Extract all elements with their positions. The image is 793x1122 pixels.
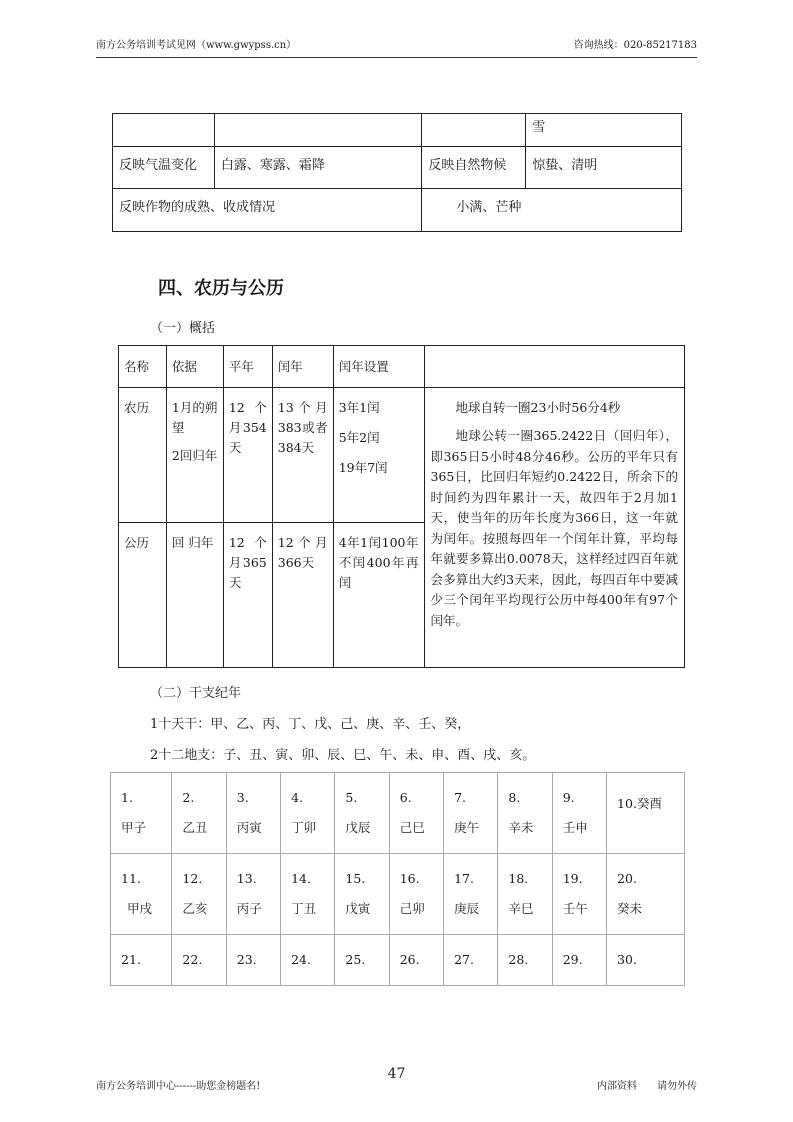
header-site: 南方公务培训考试见网（www.gwypss.cn） bbox=[96, 40, 297, 51]
table-cell: 回 归年 bbox=[166, 523, 223, 668]
table-row bbox=[113, 189, 682, 232]
ganzhi-cell bbox=[281, 773, 335, 854]
cell-value: 庚辰 bbox=[454, 901, 480, 916]
ganzhi-cell bbox=[607, 773, 685, 854]
table-cell bbox=[113, 114, 215, 147]
cell-value: 丁卯 bbox=[291, 820, 317, 835]
ganzhi-cell: 30. bbox=[607, 935, 685, 986]
cell-value: 庚午 bbox=[454, 820, 480, 835]
header-hotline: 咨询热线：020-85217183 bbox=[573, 40, 697, 51]
ganzhi-cell bbox=[498, 854, 552, 935]
table-row bbox=[113, 147, 682, 189]
table-header: 依据 bbox=[166, 346, 223, 388]
ganzhi-cell bbox=[389, 854, 443, 935]
table-cell bbox=[214, 114, 422, 147]
cell-value: 戊辰 bbox=[345, 820, 371, 835]
table-cell: 13个月383或者384天 bbox=[272, 388, 333, 523]
ganzhi-cell: 24. bbox=[281, 935, 335, 986]
ganzhi-cell: 27. bbox=[444, 935, 498, 986]
ganzhi-cell bbox=[226, 854, 280, 935]
ganzhi-cell bbox=[444, 854, 498, 935]
cell-value: 辛未 bbox=[508, 820, 534, 835]
table-header bbox=[424, 346, 684, 388]
cell-value: 壬申 bbox=[562, 820, 588, 835]
table-cell bbox=[166, 388, 223, 523]
leap-rule: 5年2闰 bbox=[338, 430, 380, 445]
table-header: 名称 bbox=[119, 346, 167, 388]
ganzhi-cell bbox=[281, 854, 335, 935]
table-cell: 反映气温变化 bbox=[113, 147, 215, 189]
table-cell bbox=[422, 114, 526, 147]
earthly-branches-line: 2十二地支：子、丑、寅、卯、辰、巳、午、未、申、酉、戌、亥。 bbox=[150, 748, 536, 763]
ganzhi-cell bbox=[226, 773, 280, 854]
solar-terms-table bbox=[112, 113, 682, 232]
table-cell: 小满、芒种 bbox=[422, 189, 682, 232]
cell-number: 8. bbox=[508, 790, 521, 805]
ganzhi-cell bbox=[552, 854, 606, 935]
cell-value: 丙寅 bbox=[236, 820, 262, 835]
cell-value: 壬午 bbox=[562, 901, 588, 916]
cell-number: 16. bbox=[399, 871, 420, 886]
cell-number: 1. bbox=[121, 790, 133, 805]
cell-number: 10. bbox=[617, 796, 637, 811]
cell-number: 12. bbox=[182, 871, 203, 886]
ganzhi-cell bbox=[444, 773, 498, 854]
table-row bbox=[119, 346, 685, 388]
ganzhi-cell bbox=[389, 773, 443, 854]
cell-number: 3. bbox=[236, 790, 249, 805]
page-number: 47 bbox=[387, 1066, 406, 1082]
table-cell: 12个月366天 bbox=[272, 523, 333, 668]
cell-value: 己巳 bbox=[399, 820, 425, 835]
table-cell: 反映作物的成熟、收成情况 bbox=[113, 189, 422, 232]
ganzhi-cell: 23. bbox=[226, 935, 280, 986]
basis-text: 1月的朔望 bbox=[171, 400, 218, 435]
ganzhi-cell bbox=[111, 854, 172, 935]
ganzhi-cell: 25. bbox=[335, 935, 389, 986]
ganzhi-cell bbox=[172, 854, 226, 935]
cell-value: 癸未 bbox=[617, 901, 643, 916]
ganzhi-cell: 22. bbox=[172, 935, 226, 986]
section-title: 四、农历与公历 bbox=[158, 278, 284, 299]
cell-number: 11. bbox=[121, 871, 141, 886]
table-row bbox=[111, 935, 685, 986]
cell-value: 乙亥 bbox=[182, 901, 208, 916]
cell-number: 9. bbox=[562, 790, 575, 805]
leap-rule: 3年1闰 bbox=[338, 400, 380, 415]
subsection-title: （二）干支纪年 bbox=[150, 686, 242, 701]
cell-value: 己卯 bbox=[399, 901, 425, 916]
table-header: 平年 bbox=[223, 346, 272, 388]
ganzhi-table bbox=[110, 772, 685, 986]
cell-number: 14. bbox=[291, 871, 311, 886]
subsection-title: （一）概括 bbox=[150, 321, 216, 336]
table-cell bbox=[333, 388, 424, 523]
table-cell: 惊蛰、清明 bbox=[526, 147, 682, 189]
cell-value: 丙子 bbox=[236, 901, 262, 916]
cell-value: 丁丑 bbox=[291, 901, 317, 916]
table-header: 闰年设置 bbox=[333, 346, 424, 388]
footer-slogan: 南方公务培训中心------助您金榜题名! bbox=[96, 1081, 261, 1092]
table-cell: 反映自然物候 bbox=[422, 147, 526, 189]
cell-number: 18. bbox=[508, 871, 529, 886]
table-row bbox=[119, 388, 685, 523]
calendar-comparison-table bbox=[118, 345, 685, 668]
cell-number: 6. bbox=[399, 790, 412, 805]
table-cell: 雪 bbox=[526, 114, 682, 147]
cell-number: 5. bbox=[345, 790, 358, 805]
cell-number: 15. bbox=[345, 871, 366, 886]
cell-number: 20. bbox=[617, 871, 637, 886]
ganzhi-cell bbox=[552, 773, 606, 854]
table-row bbox=[111, 854, 685, 935]
leap-rule: 19年7闰 bbox=[338, 460, 388, 475]
ganzhi-cell bbox=[335, 854, 389, 935]
ganzhi-cell bbox=[498, 773, 552, 854]
footer-notice: 内部资料 请勿外传 bbox=[597, 1081, 697, 1092]
cell-number: 4. bbox=[291, 790, 304, 805]
explanation-cell bbox=[424, 388, 684, 668]
cell-value: 乙丑 bbox=[182, 820, 208, 835]
ganzhi-cell bbox=[607, 854, 685, 935]
table-cell: 4年1闰100年不闰400年再闰 bbox=[333, 523, 424, 668]
ganzhi-cell: 21. bbox=[111, 935, 172, 986]
cell-value: 戊寅 bbox=[345, 901, 371, 916]
page-header bbox=[96, 36, 697, 54]
cell-value: 甲戌 bbox=[127, 901, 153, 916]
cell-number: 17. bbox=[454, 871, 474, 886]
header-divider bbox=[96, 57, 697, 58]
basis-text: 2回归年 bbox=[171, 448, 218, 463]
ganzhi-cell: 29. bbox=[552, 935, 606, 986]
table-cell: 农历 bbox=[119, 388, 167, 523]
cell-value: 辛巳 bbox=[508, 901, 534, 916]
revolution-note: 地球公转一圈365.2422日（回归年），即365日5小时48分46秒。公历的平年只有365日，比回归年短约0.2422日，所余下的时间约为四年累计一天，故四年于2月加1天，使当年的历年长度为366日，这一年就为闰年。按照每四年一个闰年计算，平均每年就要多算出0.0078天，这样经过四百年就会多算出大约3天来，因此，每四百年中要减少三个闰年平均现行公历中每400年有97个闰年。 bbox=[430, 428, 678, 628]
table-row bbox=[111, 773, 685, 854]
ganzhi-cell bbox=[335, 773, 389, 854]
cell-number: 7. bbox=[454, 790, 466, 805]
cell-number: 2. bbox=[182, 790, 195, 805]
cell-number: 19. bbox=[562, 871, 583, 886]
table-cell: 公历 bbox=[119, 523, 167, 668]
ganzhi-cell: 28. bbox=[498, 935, 552, 986]
ganzhi-cell bbox=[111, 773, 172, 854]
ganzhi-cell: 26. bbox=[389, 935, 443, 986]
table-cell: 12个月354天 bbox=[223, 388, 272, 523]
table-header: 闰年 bbox=[272, 346, 333, 388]
cell-value: 甲子 bbox=[121, 820, 147, 835]
table-cell: 白露、寒露、霜降 bbox=[214, 147, 422, 189]
ganzhi-cell bbox=[172, 773, 226, 854]
heavenly-stems-line: 1十天干：甲、乙、丙、丁、戊、己、庚、辛、壬、癸， bbox=[150, 717, 471, 732]
cell-number: 13. bbox=[236, 871, 257, 886]
table-row bbox=[113, 114, 682, 147]
cell-value: 癸酉 bbox=[636, 796, 662, 811]
rotation-note: 地球自转一圈23小时56分4秒 bbox=[455, 400, 621, 415]
table-cell: 12个月365天 bbox=[223, 523, 272, 668]
